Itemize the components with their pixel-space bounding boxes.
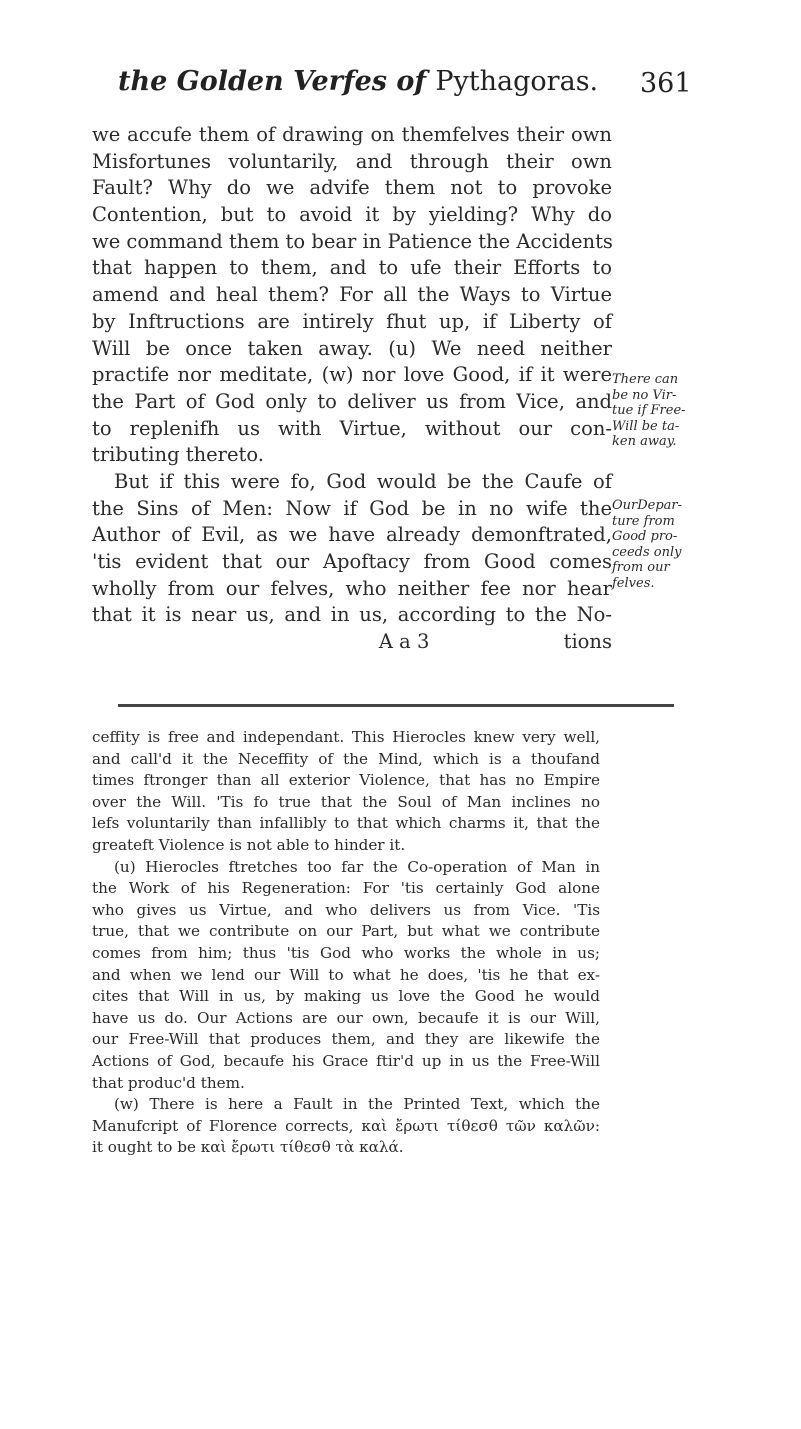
running-head <box>118 66 678 97</box>
text-line: Misfortunes voluntarily, and through their own <box>92 149 612 173</box>
running-head-title: the Golden Verfes of <box>118 66 426 97</box>
footnote-line: greateft Violence is not able to hinder it. <box>92 835 406 854</box>
page-number: 361 <box>640 68 692 99</box>
footnote-line: that produc'd them. <box>92 1073 245 1092</box>
footnote-line: true, that we contribute on our Part, but what we contribute <box>92 922 600 941</box>
text-line: we accufe them of drawing on themfelves their own <box>92 123 612 146</box>
text-line: Fault? Why do we advife them not to provoke <box>92 176 612 200</box>
footnote-line: have us do. Our Actions are our own, becaufe it is our Will, <box>92 1008 600 1027</box>
footnote-line: comes from him; thus 'tis God who works the whole in us; <box>92 943 600 962</box>
footnote-line: the Work of his Regeneration: For 'tis certainly God alone <box>92 879 600 898</box>
text-line: wholly from our felves, who neither fee nor hear <box>92 576 612 600</box>
footnote-line: Manufcript of Florence corrects, καὶ ἔρωτι τίθεσθ τῶν καλῶν: <box>92 1116 600 1135</box>
text-line: Author of Evil, as we have already demonftrated, <box>92 523 612 547</box>
margin-note-line: Good pro- <box>612 529 678 544</box>
main-text <box>92 122 612 656</box>
text-line: that it is near us, and in us, according to the No- <box>92 603 612 627</box>
footnotes <box>92 727 600 1159</box>
margin-note-free-will <box>612 372 702 450</box>
footnote-line: over the Will. 'Tis fo true that the Soul of Man inclines no <box>92 792 600 811</box>
text-line: by Inftructions are intirely fhut up, if Liberty of <box>92 309 612 333</box>
margin-note-line: felves. <box>612 575 655 591</box>
text-line: Contention, but to avoid it by yielding? Why do <box>92 203 612 227</box>
footnote-line: (w) There is here a Fault in the Printed Text, which the <box>114 1095 600 1114</box>
margin-note-line: ture from <box>612 513 675 529</box>
footnote-line: and call'd it the Neceffity of the Mind, which is a thoufand <box>92 749 600 768</box>
footnote-line: times ftronger than all exterior Violence, that has no Empire <box>92 771 600 790</box>
text-line: practife nor meditate, (w) nor love Good, if it were <box>92 363 612 387</box>
text-line: we command them to bear in Patience the Accidents <box>92 229 613 253</box>
margin-note-departure <box>612 498 702 591</box>
footnote-line: (u) Hierocles ftretches too far the Co-operation of Man in <box>114 857 600 876</box>
running-head-title-roman: Pythagoras. <box>435 66 599 97</box>
text-line: the Part of God only to deliver us from Vice, and <box>92 389 612 413</box>
text-line: that happen to them, and to ufe their Efforts to <box>92 256 612 280</box>
margin-note-line: Will be ta- <box>612 418 680 434</box>
margin-note-line: OurDepar- <box>612 498 683 513</box>
margin-note-line: tue if Free- <box>612 403 686 418</box>
footnote-line: lefs voluntarily than infallibly to that which charms it, that the <box>92 814 600 833</box>
text-line: the Sins of Men: Now if God be in no wife the <box>92 496 612 520</box>
text-line: 'tis evident that our Apoftacy from Good comes <box>92 550 612 573</box>
margin-note-line: ceeds only <box>612 544 682 560</box>
margin-note-line: from our <box>612 560 670 575</box>
footnote-line: it ought to be καὶ ἔρωτι τίθεσθ τὰ καλά. <box>92 1138 404 1157</box>
text-line: amend and heal them? For all the Ways to Virtue <box>92 283 612 307</box>
footnote-line: Actions of God, becaufe his Grace ftir'd up in us the Free-Will <box>92 1051 600 1070</box>
margin-note-line: be no Vir- <box>612 387 677 403</box>
catchword: tions <box>563 630 612 654</box>
text-line: to replenifh us with Virtue, without our con- <box>92 416 612 440</box>
footnote-line: and when we lend our Will to what he does, 'tis he that ex- <box>92 965 600 984</box>
footnote-line: ceffity is free and independant. This Hierocles knew very well, <box>92 728 600 746</box>
footnote-divider <box>118 704 674 707</box>
margin-note-line: ken away. <box>612 434 677 449</box>
margin-note-line: There can <box>612 372 679 387</box>
text-line: Will be once taken away. (u) We need neither <box>92 336 612 360</box>
text-line: tributing thereto. <box>92 443 264 467</box>
signature-mark: A a 3 <box>378 630 430 654</box>
footnote-line: cites that Will in us, by making us love the Good he would <box>92 987 600 1006</box>
text-line: But if this were fo, God would be the Caufe of <box>114 469 612 493</box>
footnote-line: our Free-Will that produces them, and they are likewife the <box>92 1030 600 1049</box>
signature-line <box>92 629 612 656</box>
footnote-line: who gives us Virtue, and who delivers us from Vice. 'Tis <box>92 900 600 919</box>
